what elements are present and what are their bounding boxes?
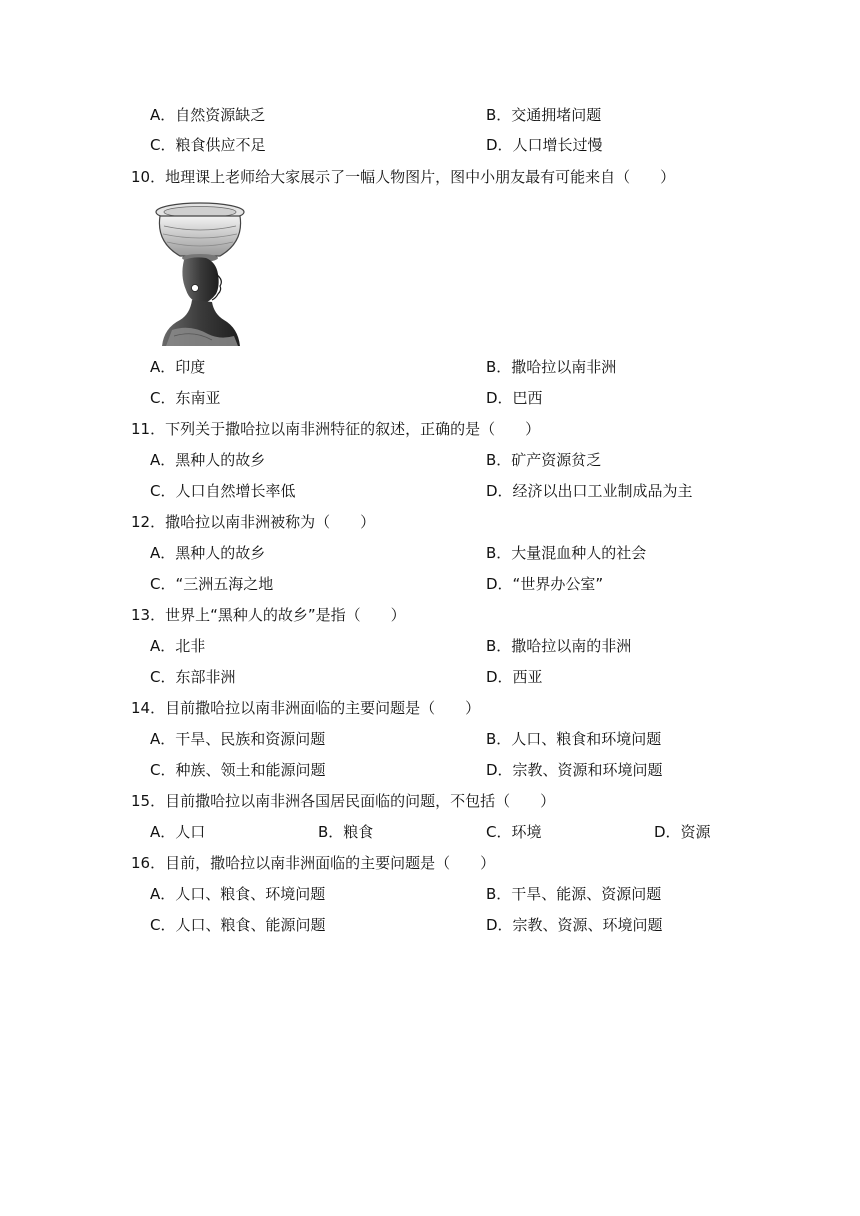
q11-option-c: C．人口自然增长率低	[150, 482, 296, 500]
q12-option-c: C．“三洲五海之地	[150, 575, 274, 593]
q9-option-c: C．粮食供应不足	[150, 136, 266, 154]
q10-stem: 10．地理课上老师给大家展示了一幅人物图片，图中小朋友最有可能来自（ ）	[131, 168, 676, 186]
q16-option-a: A．人口、粮食、环境问题	[150, 885, 326, 903]
q16-option-b: B．干旱、能源、资源问题	[486, 885, 662, 903]
q13-option-b: B．撒哈拉以南的非洲	[486, 637, 632, 655]
q15-option-c: C．环境	[486, 823, 542, 841]
q14-option-b: B．人口、粮食和环境问题	[486, 730, 662, 748]
q10-option-b: B．撒哈拉以南非洲	[486, 358, 617, 376]
q13-option-a: A．北非	[150, 637, 206, 655]
q9-option-b: B．交通拥堵问题	[486, 106, 602, 124]
q16-option-c: C．人口、粮食、能源问题	[150, 916, 326, 934]
q15-option-b: B．粮食	[318, 823, 374, 841]
q12-option-a: A．黑种人的故乡	[150, 544, 266, 562]
q12-stem: 12．撒哈拉以南非洲被称为（ ）	[131, 513, 376, 531]
q16-option-d: D．宗教、资源、环境问题	[486, 916, 663, 934]
q14-stem: 14．目前撒哈拉以南非洲面临的主要问题是（ ）	[131, 699, 481, 717]
q14-option-a: A．干旱、民族和资源问题	[150, 730, 326, 748]
q15-option-d: D．资源	[654, 823, 711, 841]
q12-option-d: D．“世界办公室”	[486, 575, 604, 593]
q16-stem: 16．目前，撒哈拉以南非洲面临的主要问题是（ ）	[131, 854, 496, 872]
q9-option-a: A．自然资源缺乏	[150, 106, 266, 124]
q13-option-d: D．西亚	[486, 668, 543, 686]
q11-option-a: A．黑种人的故乡	[150, 451, 266, 469]
q13-option-c: C．东部非洲	[150, 668, 236, 686]
q15-stem: 15．目前撒哈拉以南非洲各国居民面临的问题，不包括（ ）	[131, 792, 556, 810]
q10-option-d: D．巴西	[486, 389, 543, 407]
q9-option-d: D．人口增长过慢	[486, 136, 603, 154]
q15-option-a: A．人口	[150, 823, 206, 841]
child-carrying-pot-illustration	[150, 198, 250, 346]
q10-option-c: C．东南亚	[150, 389, 221, 407]
q14-option-c: C．种族、领土和能源问题	[150, 761, 326, 779]
q11-option-d: D．经济以出口工业制成品为主	[486, 482, 693, 500]
q12-option-b: B．大量混血种人的社会	[486, 544, 647, 562]
q11-stem: 11．下列关于撒哈拉以南非洲特征的叙述，正确的是（ ）	[131, 420, 541, 438]
q10-option-a: A．印度	[150, 358, 206, 376]
q13-stem: 13．世界上“黑种人的故乡”是指（ ）	[131, 606, 406, 624]
q11-option-b: B．矿产资源贫乏	[486, 451, 602, 469]
q14-option-d: D．宗教、资源和环境问题	[486, 761, 663, 779]
